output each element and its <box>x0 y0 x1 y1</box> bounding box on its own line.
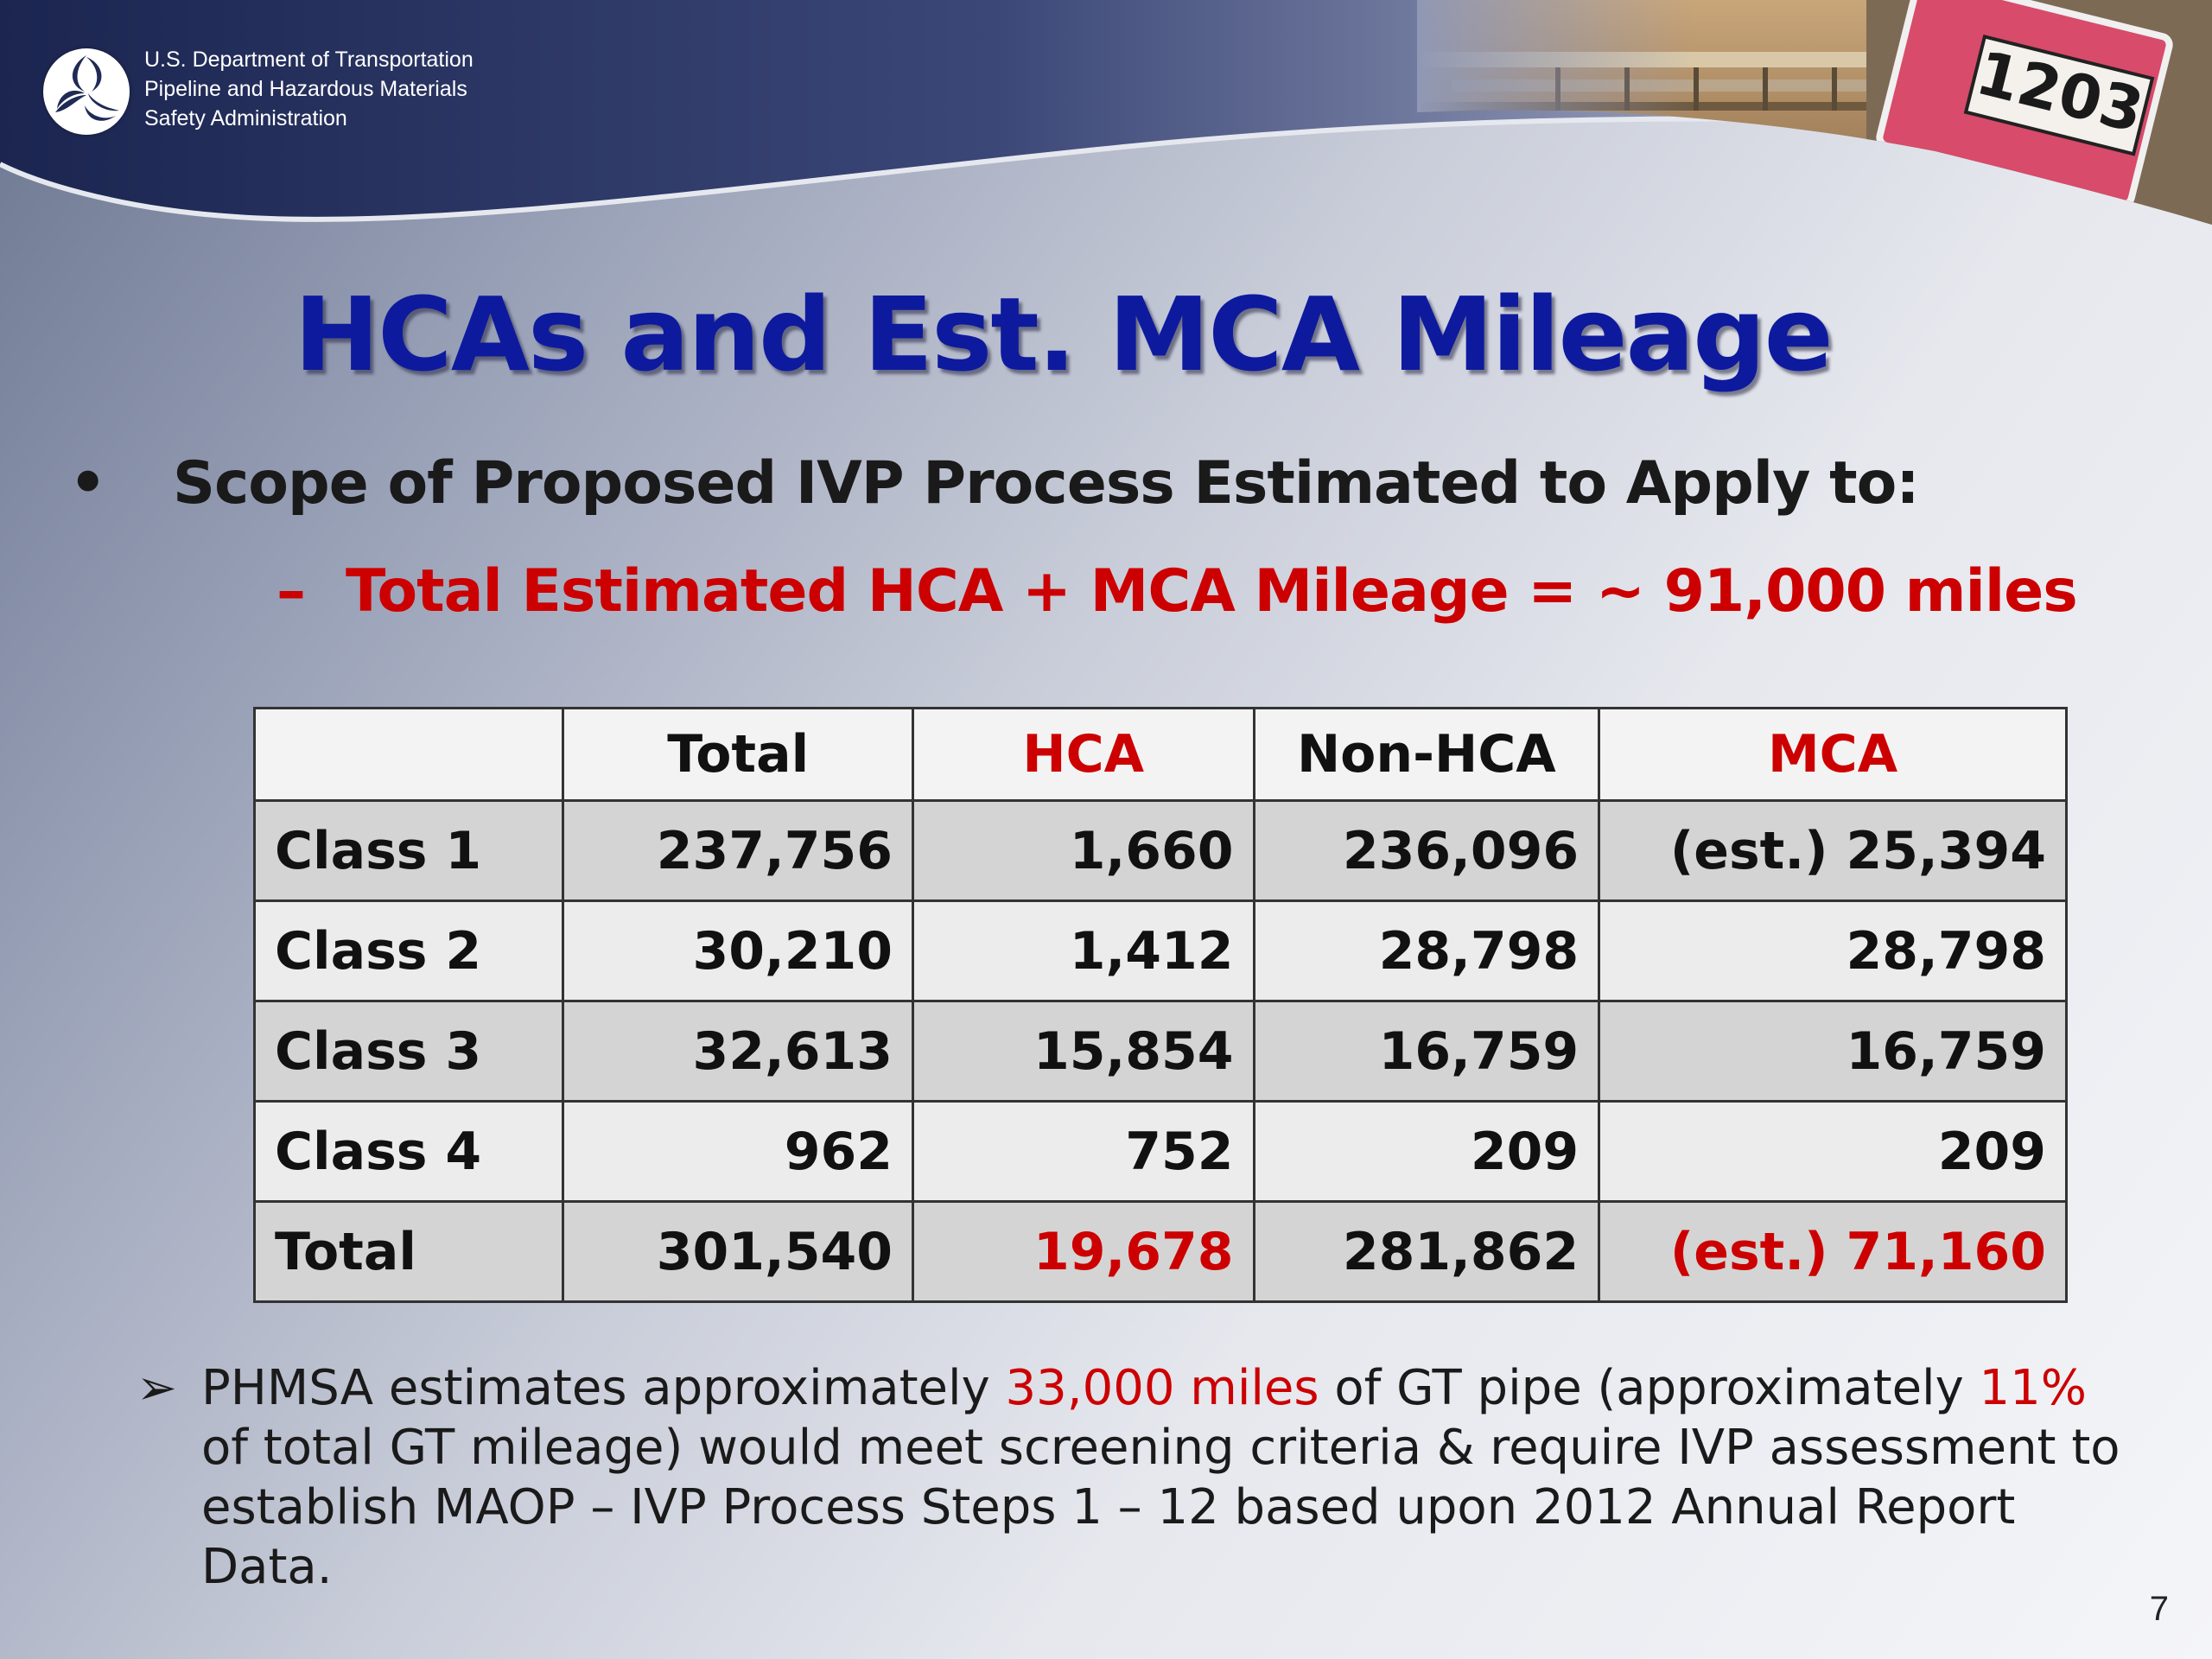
sub-bullet <box>276 557 2077 626</box>
table-cell: 301,540 <box>563 1202 913 1302</box>
main-bullet <box>69 449 1919 518</box>
table-cell: Class 1 <box>255 801 563 901</box>
table-header-row <box>255 709 2067 801</box>
table-cell: 1,412 <box>913 901 1254 1001</box>
table-cell: Class 3 <box>255 1001 563 1102</box>
agency-line-1: U.S. Department of Transportation <box>144 48 474 72</box>
table-cell: 32,613 <box>563 1001 913 1102</box>
table-cell: 19,678 <box>913 1202 1254 1302</box>
table-cell: 236,096 <box>1254 801 1599 901</box>
table-cell: 28,798 <box>1599 901 2067 1001</box>
table-cell: Class 2 <box>255 901 563 1001</box>
arrow-bullet-icon: ➢ <box>137 1360 177 1416</box>
slide-title: HCAs and Est. MCA Mileage <box>294 275 1832 394</box>
table-cell: 1,660 <box>913 801 1254 901</box>
table-cell: 962 <box>563 1102 913 1202</box>
table-row <box>255 801 2067 901</box>
table-row <box>255 1001 2067 1102</box>
bullet-dash-icon: – <box>276 557 305 626</box>
table-cell: 30,210 <box>563 901 913 1001</box>
table-cell: 237,756 <box>563 801 913 901</box>
mileage-table <box>253 707 2068 1303</box>
table-cell: 209 <box>1254 1102 1599 1202</box>
table-header-cell: Total <box>563 709 913 801</box>
bullet-dot-icon: • <box>69 449 106 518</box>
table-cell: Total <box>255 1202 563 1302</box>
dot-logo <box>43 48 130 135</box>
agency-name <box>144 45 474 133</box>
table-row <box>255 1102 2067 1202</box>
table-cell: 281,862 <box>1254 1202 1599 1302</box>
table-cell: 28,798 <box>1254 901 1599 1001</box>
table-header-cell: Non-HCA <box>1254 709 1599 801</box>
footnote-text-1: PHMSA estimates approximately <box>201 1360 1006 1416</box>
agency-line-3: Safety Administration <box>144 106 347 130</box>
table-cell: 752 <box>913 1102 1254 1202</box>
table-cell: (est.) 71,160 <box>1599 1202 2067 1302</box>
table-cell: 16,759 <box>1599 1001 2067 1102</box>
table-total-row <box>255 1202 2067 1302</box>
pipeline-photo <box>1417 0 2212 233</box>
footnote-text-2: of GT pipe (approximately <box>1319 1360 1980 1416</box>
footnote <box>137 1358 2137 1597</box>
footnote-highlight-miles: 33,000 miles <box>1005 1360 1319 1416</box>
page-number: 7 <box>2149 1590 2169 1628</box>
table-header-cell <box>255 709 563 801</box>
table-cell: 16,759 <box>1254 1001 1599 1102</box>
agency-line-2: Pipeline and Hazardous Materials <box>144 77 467 101</box>
table-cell: 15,854 <box>913 1001 1254 1102</box>
table-row <box>255 901 2067 1001</box>
main-bullet-text: Scope of Proposed IVP Process Estimated to Apply to: <box>173 449 1919 518</box>
table-cell: 209 <box>1599 1102 2067 1202</box>
table-header-cell: HCA <box>913 709 1254 801</box>
footnote-highlight-percent: 11% <box>1979 1360 2087 1416</box>
table-cell: Class 4 <box>255 1102 563 1202</box>
table-header-cell: MCA <box>1599 709 2067 801</box>
footnote-text-3: of total GT mileage) would meet screening criteria & require IVP assessment to establish MAOP – IVP Process Steps 1 – 12 based upon 2012 Annual Report Data. <box>201 1420 2120 1595</box>
table-cell: (est.) 25,394 <box>1599 801 2067 901</box>
sub-bullet-text: Total Estimated HCA + MCA Mileage = ~ 91,000 miles <box>346 557 2077 626</box>
